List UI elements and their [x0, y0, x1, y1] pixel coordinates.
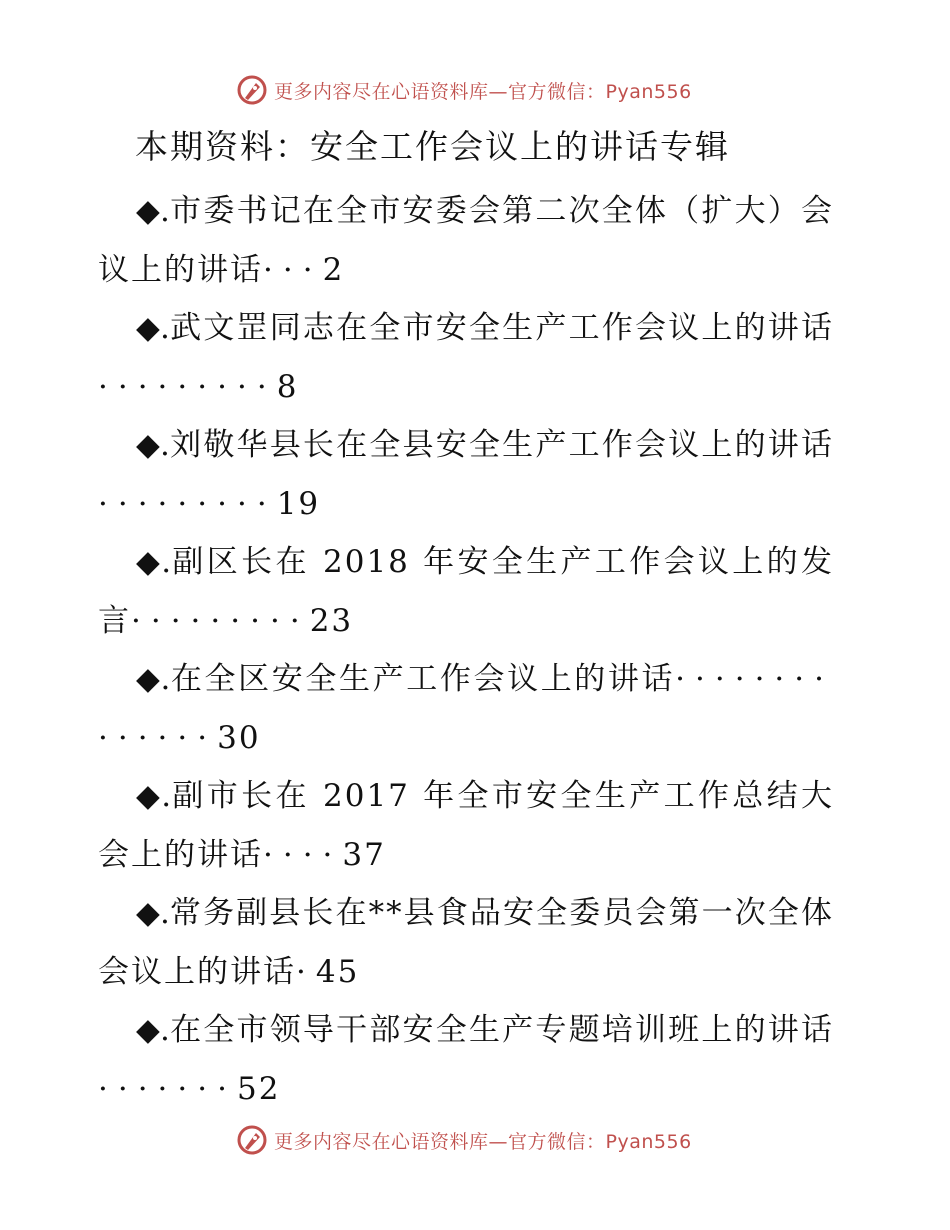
- dot-leader: ·········: [98, 485, 277, 522]
- footer-watermark-banner: [236, 1122, 692, 1158]
- diamond-bullet-icon: ◆.: [136, 427, 170, 463]
- toc-entry: [98, 182, 834, 299]
- dot-leader: ···: [263, 251, 323, 288]
- toc-entry: [98, 1001, 834, 1118]
- dot-leader: ·········: [131, 602, 310, 639]
- dot-leader: ····: [263, 836, 343, 873]
- toc-page-number: 30: [217, 719, 261, 756]
- toc-entry-title: 副市长在 2017 年全市安全生产工作总结大会上的讲话: [98, 778, 834, 873]
- dot-leader: ··············: [98, 661, 834, 756]
- page-title: 本期资料：安全工作会议上的讲话专辑: [135, 127, 730, 166]
- dot-leader: ·: [296, 953, 316, 990]
- dot-leader: ·········: [98, 368, 277, 405]
- diamond-bullet-icon: ◆.: [136, 310, 170, 346]
- watermark-text: 更多内容尽在心语资料库—官方微信：Pyan556: [274, 80, 692, 103]
- toc-entry: [98, 884, 834, 1001]
- toc-page-number: 52: [236, 1070, 281, 1107]
- toc-entry-title: 在全市领导干部安全生产专题培训班上的讲话: [169, 1012, 834, 1048]
- watermark-text: 更多内容尽在心语资料库—官方微信：Pyan556: [274, 1130, 692, 1153]
- toc-page-number: 8: [276, 368, 299, 405]
- diamond-bullet-icon: ◆.: [136, 544, 172, 580]
- toc-entry-title: 副区长在 2018 年安全生产工作会议上的发言: [98, 544, 834, 639]
- toc-entry-title: 武文罡同志在全市安全生产工作会议上的讲话: [169, 310, 834, 346]
- toc-page-number: 2: [322, 251, 345, 288]
- toc-entry-title: 市委书记在全市安委会第二次全体（扩大）会议上的讲话: [98, 193, 834, 288]
- toc-entry-title: 在全区安全生产工作会议上的讲话: [170, 661, 676, 697]
- diamond-bullet-icon: ◆.: [136, 193, 170, 229]
- header-watermark-banner: [236, 72, 692, 108]
- toc-page-number: 37: [342, 836, 386, 873]
- dot-leader: ·······: [98, 1070, 237, 1107]
- toc-entry-title: 常务副县长在**县食品安全委员会第一次全体会议上的讲话: [98, 895, 834, 990]
- diamond-bullet-icon: ◆.: [136, 661, 171, 697]
- diamond-bullet-icon: ◆.: [136, 778, 172, 814]
- toc-entry: [98, 650, 834, 767]
- toc-entry: [98, 533, 834, 650]
- table-of-contents: [98, 182, 834, 1118]
- pen-nib-logo-icon: [236, 1124, 268, 1156]
- toc-entry: [98, 767, 834, 884]
- pen-nib-logo-icon: [236, 74, 268, 106]
- toc-entry: [98, 299, 834, 416]
- toc-entry-title: 刘敬华县长在全县安全生产工作会议上的讲话: [169, 427, 834, 463]
- toc-page-number: 23: [309, 602, 354, 639]
- diamond-bullet-icon: ◆.: [136, 1012, 170, 1048]
- toc-entry: [98, 416, 834, 533]
- diamond-bullet-icon: ◆.: [136, 895, 170, 931]
- toc-page-number: 45: [315, 953, 360, 990]
- toc-page-number: 19: [276, 485, 321, 522]
